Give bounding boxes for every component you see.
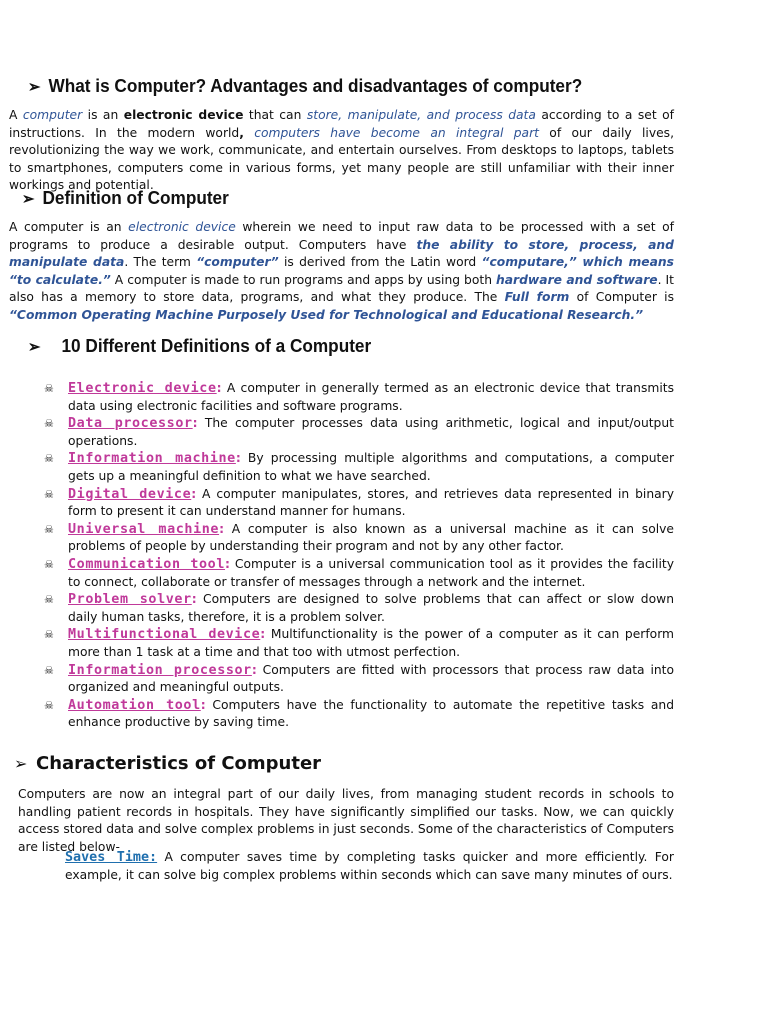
- term-separator: :: [235, 451, 241, 466]
- definition-term: Data processor: [68, 416, 193, 432]
- term-separator: :: [216, 381, 222, 395]
- definition-term: Problem solver: [68, 592, 192, 608]
- definition-term: Communication tool: [68, 557, 226, 572]
- definition-term: Automation tool: [68, 697, 201, 713]
- term-separator: :: [191, 592, 197, 607]
- heading-characteristics: [14, 753, 321, 774]
- list-item: [44, 380, 674, 415]
- list-item: [44, 450, 674, 485]
- skull-bullet-icon: ☠: [44, 558, 54, 571]
- definition-text: Multifunctionality is the power of a computer as it can perform more than 1 task at a time and that too with utmost perfection.: [68, 627, 675, 659]
- list-item: [44, 591, 674, 626]
- definition-term: Universal machine: [68, 521, 220, 537]
- skull-bullet-icon: ☠: [44, 628, 54, 642]
- skull-bullet-icon: ☠: [44, 663, 54, 677]
- skull-bullet-icon: ☠: [44, 698, 54, 712]
- skull-bullet-icon: ☠: [44, 593, 54, 607]
- list-item: [44, 697, 674, 732]
- term-separator: :: [191, 486, 197, 501]
- term-separator: :: [225, 557, 230, 571]
- arrow-bullet-icon: ➢: [28, 79, 41, 96]
- heading-text: 10 Different Definitions of a Computer: [61, 335, 372, 356]
- definition-text: A computer is also known as a universal machine as it can solve problems of people by understanding their program and not by any other factor.: [68, 521, 674, 554]
- list-item: [44, 521, 674, 556]
- arrow-bullet-icon: ➢: [28, 339, 41, 356]
- heading-definition: [22, 187, 229, 209]
- skull-bullet-icon: ☠: [44, 382, 54, 395]
- list-item: [44, 486, 674, 521]
- definition-text: Computers have the functionality to automate the repetitive tasks and enhance productive by saving time.: [68, 697, 674, 730]
- definition-text: Computers are designed to solve problems that can affect or slow down daily human tasks, therefore, it is a problem solver.: [68, 592, 674, 624]
- list-item: [44, 662, 674, 697]
- heading-ten-definitions: [28, 335, 371, 357]
- term-separator: :: [219, 521, 224, 536]
- definition-term: Multifunctional device: [68, 627, 261, 643]
- arrow-bullet-icon: ➢: [14, 754, 28, 773]
- definition-term: Information processor: [68, 662, 252, 678]
- skull-bullet-icon: ☠: [44, 487, 54, 501]
- skull-bullet-icon: ☠: [44, 452, 54, 466]
- definition-text: Computer is a universal communication tool as it provides the facility to connect, collaborate or transfer of messages through a network and the internet.: [68, 557, 674, 589]
- heading-text: Characteristics of Computer: [36, 753, 322, 774]
- paragraph-definition: A computer is an electronic device wherein we need to input raw data to be processed with a set of programs to produce a desirable output. Computers have the ability to store, process, and manipulate data. The term “computer” is derived from the Latin word “computare,” which means “to calculate.” A computer is made to run programs and apps by using both hardware and software. It also has a memory to store data, programs, and what they produce. The Full form of Computer is “Common Operating Machine Purposely Used for Technological and Educational Research.”: [9, 220, 674, 322]
- term-separator: :: [200, 697, 206, 712]
- definition-term: Information machine: [68, 451, 236, 467]
- definition-text: The computer processes data using arithmetic, logical and input/output operations.: [68, 416, 674, 448]
- skull-bullet-icon: ☠: [44, 522, 54, 536]
- term-separator: :: [251, 662, 257, 677]
- paragraph-characteristics: Computers are now an integral part of our daily lives, from managing student records in schools to handling patient records in hospitals. They have significantly simplified our tasks. Now, we can quickly access stored data and solve complex problems in just seconds. Some of the characteristics of Computers are listed below-: [18, 787, 674, 854]
- heading-text: What is Computer? Advantages and disadvantages of computer?: [48, 75, 583, 96]
- term-saves-time: Saves Time:: [65, 850, 158, 865]
- list-item-saves-time: Saves Time: A computer saves time by completing tasks quicker and more efficiently. For example, it can solve big complex problems within seconds which can save many minutes of ours.: [65, 850, 674, 882]
- skull-bullet-icon: ☠: [44, 417, 54, 431]
- definition-term: Digital device: [68, 486, 192, 502]
- term-separator: :: [260, 627, 266, 642]
- definition-text: A computer in generally termed as an electronic device that transmits data using electronic facilities and software programs.: [68, 381, 674, 413]
- list-item: [44, 626, 675, 661]
- list-item: [44, 415, 674, 450]
- list-item: [44, 556, 674, 591]
- definition-text: Computers are fitted with processors that process raw data into organized and meaningful outputs.: [68, 662, 674, 695]
- heading-what-is-computer: [28, 75, 582, 97]
- heading-text: Definition of Computer: [42, 187, 229, 208]
- paragraph-intro: A computer is an electronic device that can store, manipulate, and process data according to a set of instructions. In the modern world, computers have become an integral part of our daily lives, revolutionizing the way we work, communicate, and entertain ourselves. From desktops to laptops, tablets to smartphones, computers come in various forms, yet many people are still unfamiliar with their inner workings and potential.: [9, 108, 674, 193]
- arrow-bullet-icon: ➢: [22, 191, 35, 208]
- definition-text: By processing multiple algorithms and computations, a computer gets up a meaningful definition to what we have searched.: [68, 451, 674, 483]
- definition-text: A computer manipulates, stores, and retrieves data represented in binary form to present it can understand manner for humans.: [68, 486, 674, 519]
- definition-term: Electronic device: [68, 381, 217, 396]
- term-separator: :: [192, 416, 198, 431]
